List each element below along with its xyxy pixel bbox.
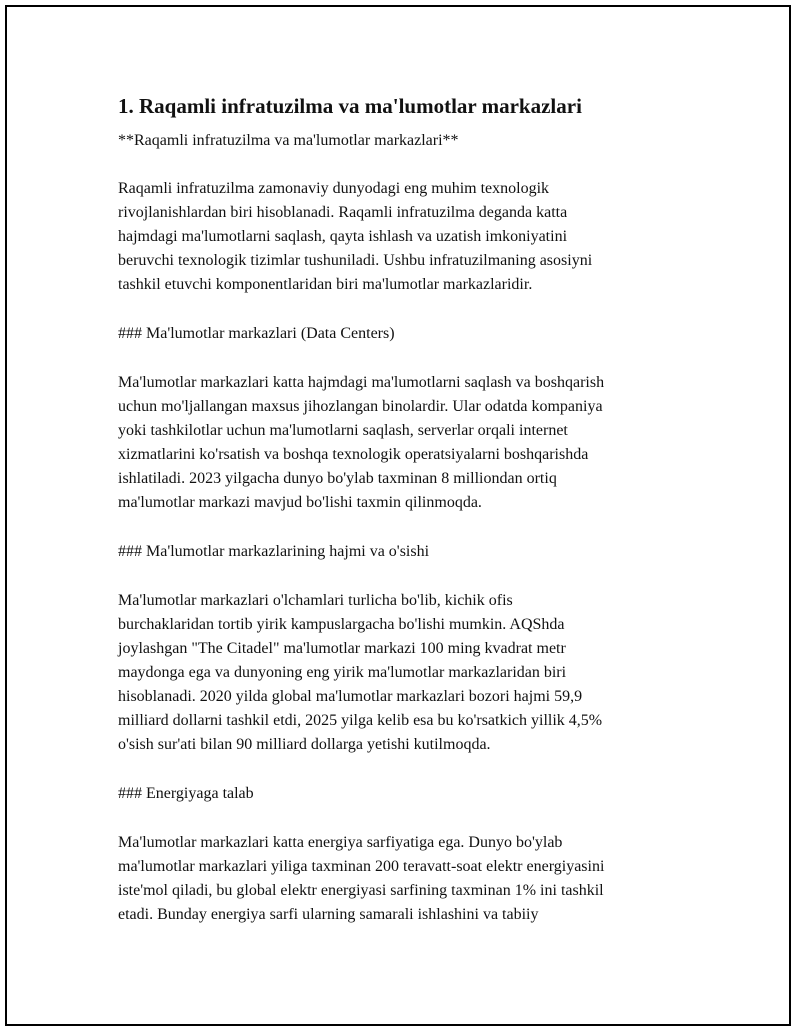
- text-line: hisoblanadi. 2020 yilda global ma'lumotlar markazlari bozori hajmi 59,9: [118, 688, 583, 705]
- heading-size-growth: [118, 540, 688, 564]
- document-paragraphs: [118, 129, 688, 927]
- text-line: xizmatlarini ko'rsatish va boshqa texnologik operatsiyalarni boshqarishda: [118, 446, 589, 463]
- text-line: hajmdagi ma'lumotlarni saqlash, qayta ishlash va uzatish imkoniyatini: [118, 228, 568, 245]
- text-line: ishlatiladi. 2023 yilgacha dunyo bo'ylab taxminan 8 milliondan ortiq: [118, 470, 557, 487]
- text-line: burchaklaridan tortib yirik kampuslargacha bo'lishi mumkin. AQShda: [118, 616, 565, 633]
- text-line: tashkil etuvchi komponentlaridan biri ma'lumotlar markazlaridir.: [118, 276, 533, 293]
- text-line: o'sish sur'ati bilan 90 milliard dollarga yetishi kutilmoqda.: [118, 736, 491, 753]
- text-line: ma'lumotlar markazi mavjud bo'lishi taxmin qilinmoqda.: [118, 494, 482, 511]
- text-line: Ma'lumotlar markazlari katta hajmdagi ma'lumotlarni saqlash va boshqarish: [118, 374, 605, 391]
- heading-data-centers: [118, 322, 688, 346]
- text-line: beruvchi texnologik tizimlar tushuniladi. Ushbu infratuzilmaning asosiyni: [118, 252, 593, 269]
- text-line: ### Ma'lumotlar markazlarining hajmi va o'sishi: [118, 543, 430, 560]
- text-line: milliard dollarni tashkil etdi, 2025 yilga kelib esa bu ko'rsatkich yillik 4,5%: [118, 712, 603, 729]
- text-line: maydonga ega va dunyoning eng yirik ma'lumotlar markazlaridan biri: [118, 664, 567, 681]
- text-line: joylashgan "The Citadel" ma'lumotlar markazi 100 ming kvadrat metr: [118, 640, 566, 657]
- text-line: uchun mo'ljallangan maxsus jihozlangan binolardir. Ular odatda kompaniya: [118, 398, 603, 415]
- paragraph-intro: [118, 177, 688, 297]
- text-line: yoki tashkilotlar uchun ma'lumotlarni saqlash, serverlar orqali internet: [118, 422, 568, 439]
- document-body: [118, 92, 688, 952]
- text-line: Ma'lumotlar markazlari o'lchamlari turlicha bo'lib, kichik ofis: [118, 592, 513, 609]
- text-line: ### Ma'lumotlar markazlari (Data Centers): [118, 325, 395, 342]
- heading-energy-demand: [118, 782, 688, 806]
- text-line: **Raqamli infratuzilma va ma'lumotlar markazlari**: [118, 132, 459, 149]
- bold-subtitle: [118, 129, 688, 153]
- text-line: rivojlanishlardan biri hisoblanadi. Raqamli infratuzilma deganda katta: [118, 204, 568, 221]
- paragraph-data-centers: [118, 371, 688, 515]
- paragraph-size-growth: [118, 589, 688, 757]
- text-line: Raqamli infratuzilma zamonaviy dunyodagi eng muhim texnologik: [118, 180, 550, 197]
- text-line: etadi. Bunday energiya sarfi ularning samarali ishlashini va tabiiy: [118, 906, 539, 923]
- text-line: ### Energiyaga talab: [118, 785, 254, 802]
- text-line: Ma'lumotlar markazlari katta energiya sarfiyatiga ega. Dunyo bo'ylab: [118, 834, 563, 851]
- paragraph-energy-demand: [118, 831, 688, 927]
- text-line: iste'mol qiladi, bu global elektr energiyasi sarfining taxminan 1% ini tashkil: [118, 882, 604, 899]
- document-title: 1. Raqamli infratuzilma va ma'lumotlar markazlari: [118, 94, 582, 118]
- text-line: ma'lumotlar markazlari yiliga taxminan 200 teravatt-soat elektr energiyasini: [118, 858, 605, 875]
